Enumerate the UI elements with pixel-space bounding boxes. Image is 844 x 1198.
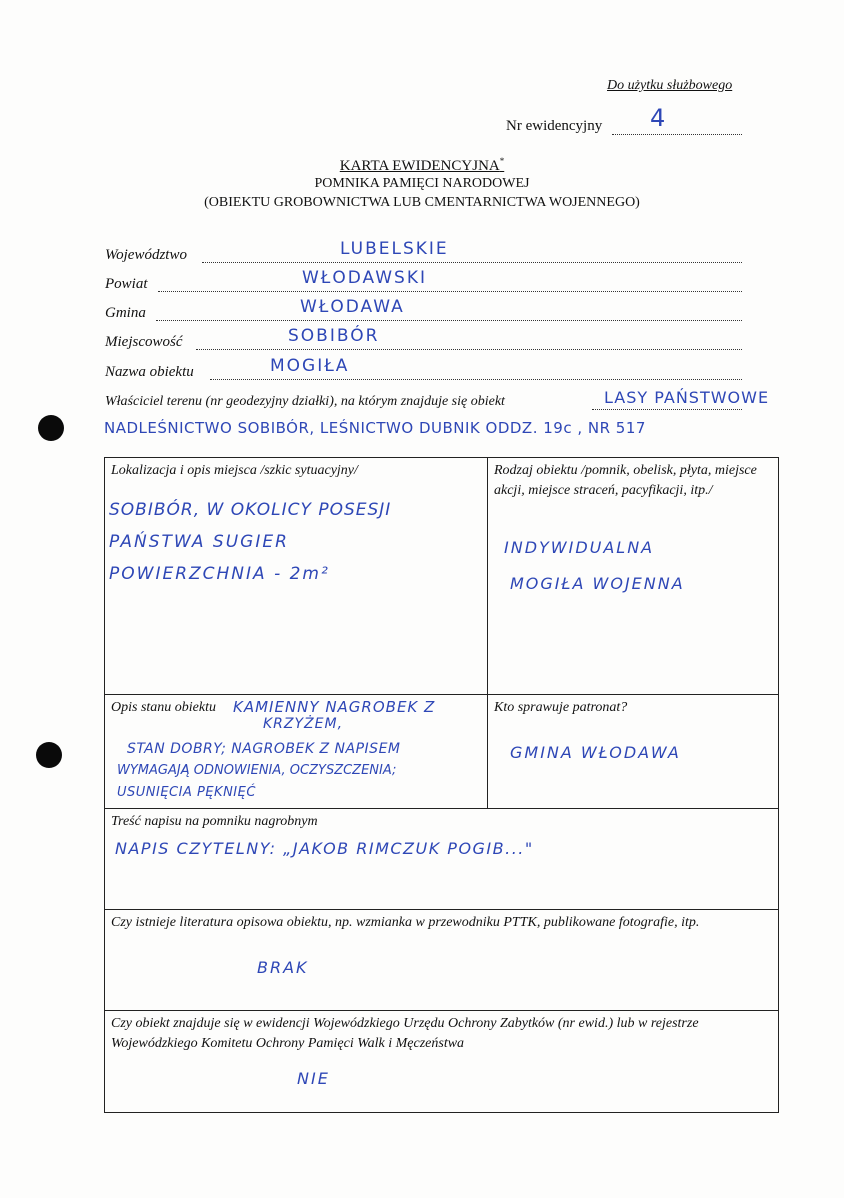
miejscowosc-value: SOBIBÓR	[288, 326, 380, 346]
lokalizacja-line1: SOBIBÓR, W OKOLICY POSESJI	[109, 500, 392, 520]
opis-label: Opis stanu obiektu	[111, 700, 216, 715]
wlasciciel-label: Właściciel terenu (nr geodezyjny działki), na którym znajduje się obiekt	[105, 394, 505, 409]
form-subtitle: POMNIKA PAMIĘCI NARODOWEJ	[314, 176, 530, 191]
nazwa-dotline	[210, 378, 742, 380]
powiat-value: WŁODAWSKI	[302, 268, 427, 288]
service-note: Do użytku służbowego	[607, 78, 733, 93]
rodzaj-cell	[488, 458, 779, 695]
ewidencja-value: NIE	[297, 1069, 330, 1088]
punch-hole-top	[38, 415, 64, 441]
lokalizacja-line2: PAŃSTWA SUGIER	[109, 532, 289, 552]
nr-label: Nr ewidencyjny	[506, 118, 603, 134]
details-table	[104, 457, 779, 1113]
miejscowosc-dotline	[196, 348, 742, 350]
lokalizacja-cell	[105, 458, 488, 695]
rodzaj-line2: MOGIŁA WOJENNA	[510, 574, 685, 593]
nr-value: 4	[650, 104, 668, 132]
wojewodztwo-label: Województwo	[105, 247, 187, 263]
powiat-label: Powiat	[105, 276, 148, 292]
nazwa-label: Nazwa obiektu	[105, 364, 194, 380]
opis-cell	[105, 695, 488, 809]
patronat-label: Kto sprawuje patronat?	[494, 700, 628, 715]
ewidencja-cell	[105, 1011, 779, 1113]
wojewodztwo-value: LUBELSKIE	[340, 239, 449, 259]
ewidencja-label: Czy obiekt znajduje się w ewidencji Wojewódzkiego Urzędu Ochrony Zabytków (nr ewid.) lub w rejestrze Wojewódzkiego Komitetu Ochrony Pamięci Walk i Męczeństwa	[111, 1016, 699, 1051]
rodzaj-label: Rodzaj obiektu /pomnik, obelisk, płyta, miejsce akcji, miejsce straceń, pacyfikacji, itp./	[494, 463, 757, 498]
opis-line3: STAN DOBRY; NAGROBEK Z NAPISEM	[127, 741, 401, 757]
form-subtitle-paren: (OBIEKTU GROBOWNICTWA LUB CMENTARNICTWA WOJENNEGO)	[204, 195, 640, 210]
wojewodztwo-dotline	[202, 261, 742, 263]
form-title: KARTA EWIDENCYJNA*	[339, 156, 505, 174]
punch-hole-bottom	[36, 742, 62, 768]
rodzaj-line1: INDYWIDUALNA	[504, 538, 655, 557]
tresc-cell	[105, 809, 779, 910]
gmina-label: Gmina	[105, 305, 146, 321]
nr-dotted-line	[612, 118, 742, 135]
miejscowosc-label: Miejscowość	[105, 334, 183, 350]
gmina-value: WŁODAWA	[300, 297, 405, 317]
gmina-dotline	[156, 319, 742, 321]
title-footnote-mark: *	[499, 156, 505, 166]
tresc-value: NAPIS CZYTELNY: „JAKOB RIMCZUK POGIB..."	[115, 839, 534, 858]
patronat-cell	[488, 695, 779, 809]
patronat-value: GMINA WŁODAWA	[510, 743, 681, 762]
opis-line2: KRZYŻEM,	[263, 716, 344, 732]
wlasciciel-value2: NADLEŚNICTWO SOBIBÓR, LEŚNICTWO DUBNIK ODDZ. 19c , NR 517	[104, 419, 646, 437]
wlasciciel-dotline	[592, 408, 742, 410]
lokalizacja-line3: POWIERZCHNIA - 2m²	[109, 564, 330, 584]
opis-line4: WYMAGAJĄ ODNOWIENIA, OCZYSZCZENIA;	[117, 763, 397, 778]
opis-line5: USUNIĘCIA PĘKNIĘĆ	[117, 785, 256, 800]
opis-line1: KAMIENNY NAGROBEK Z	[233, 698, 436, 716]
lokalizacja-label: Lokalizacja i opis miejsca /szkic sytuacyjny/	[111, 463, 358, 478]
wlasciciel-value1: LASY PAŃSTWOWE	[604, 388, 770, 407]
literatura-label: Czy istnieje literatura opisowa obiektu, np. wzmianka w przewodniku PTTK, publikowane fotografie, itp.	[111, 915, 700, 930]
powiat-dotline	[158, 290, 742, 292]
nazwa-value: MOGIŁA	[270, 356, 350, 376]
literatura-cell	[105, 910, 779, 1011]
tresc-label: Treść napisu na pomniku nagrobnym	[111, 814, 318, 829]
literatura-value: BRAK	[257, 958, 309, 977]
